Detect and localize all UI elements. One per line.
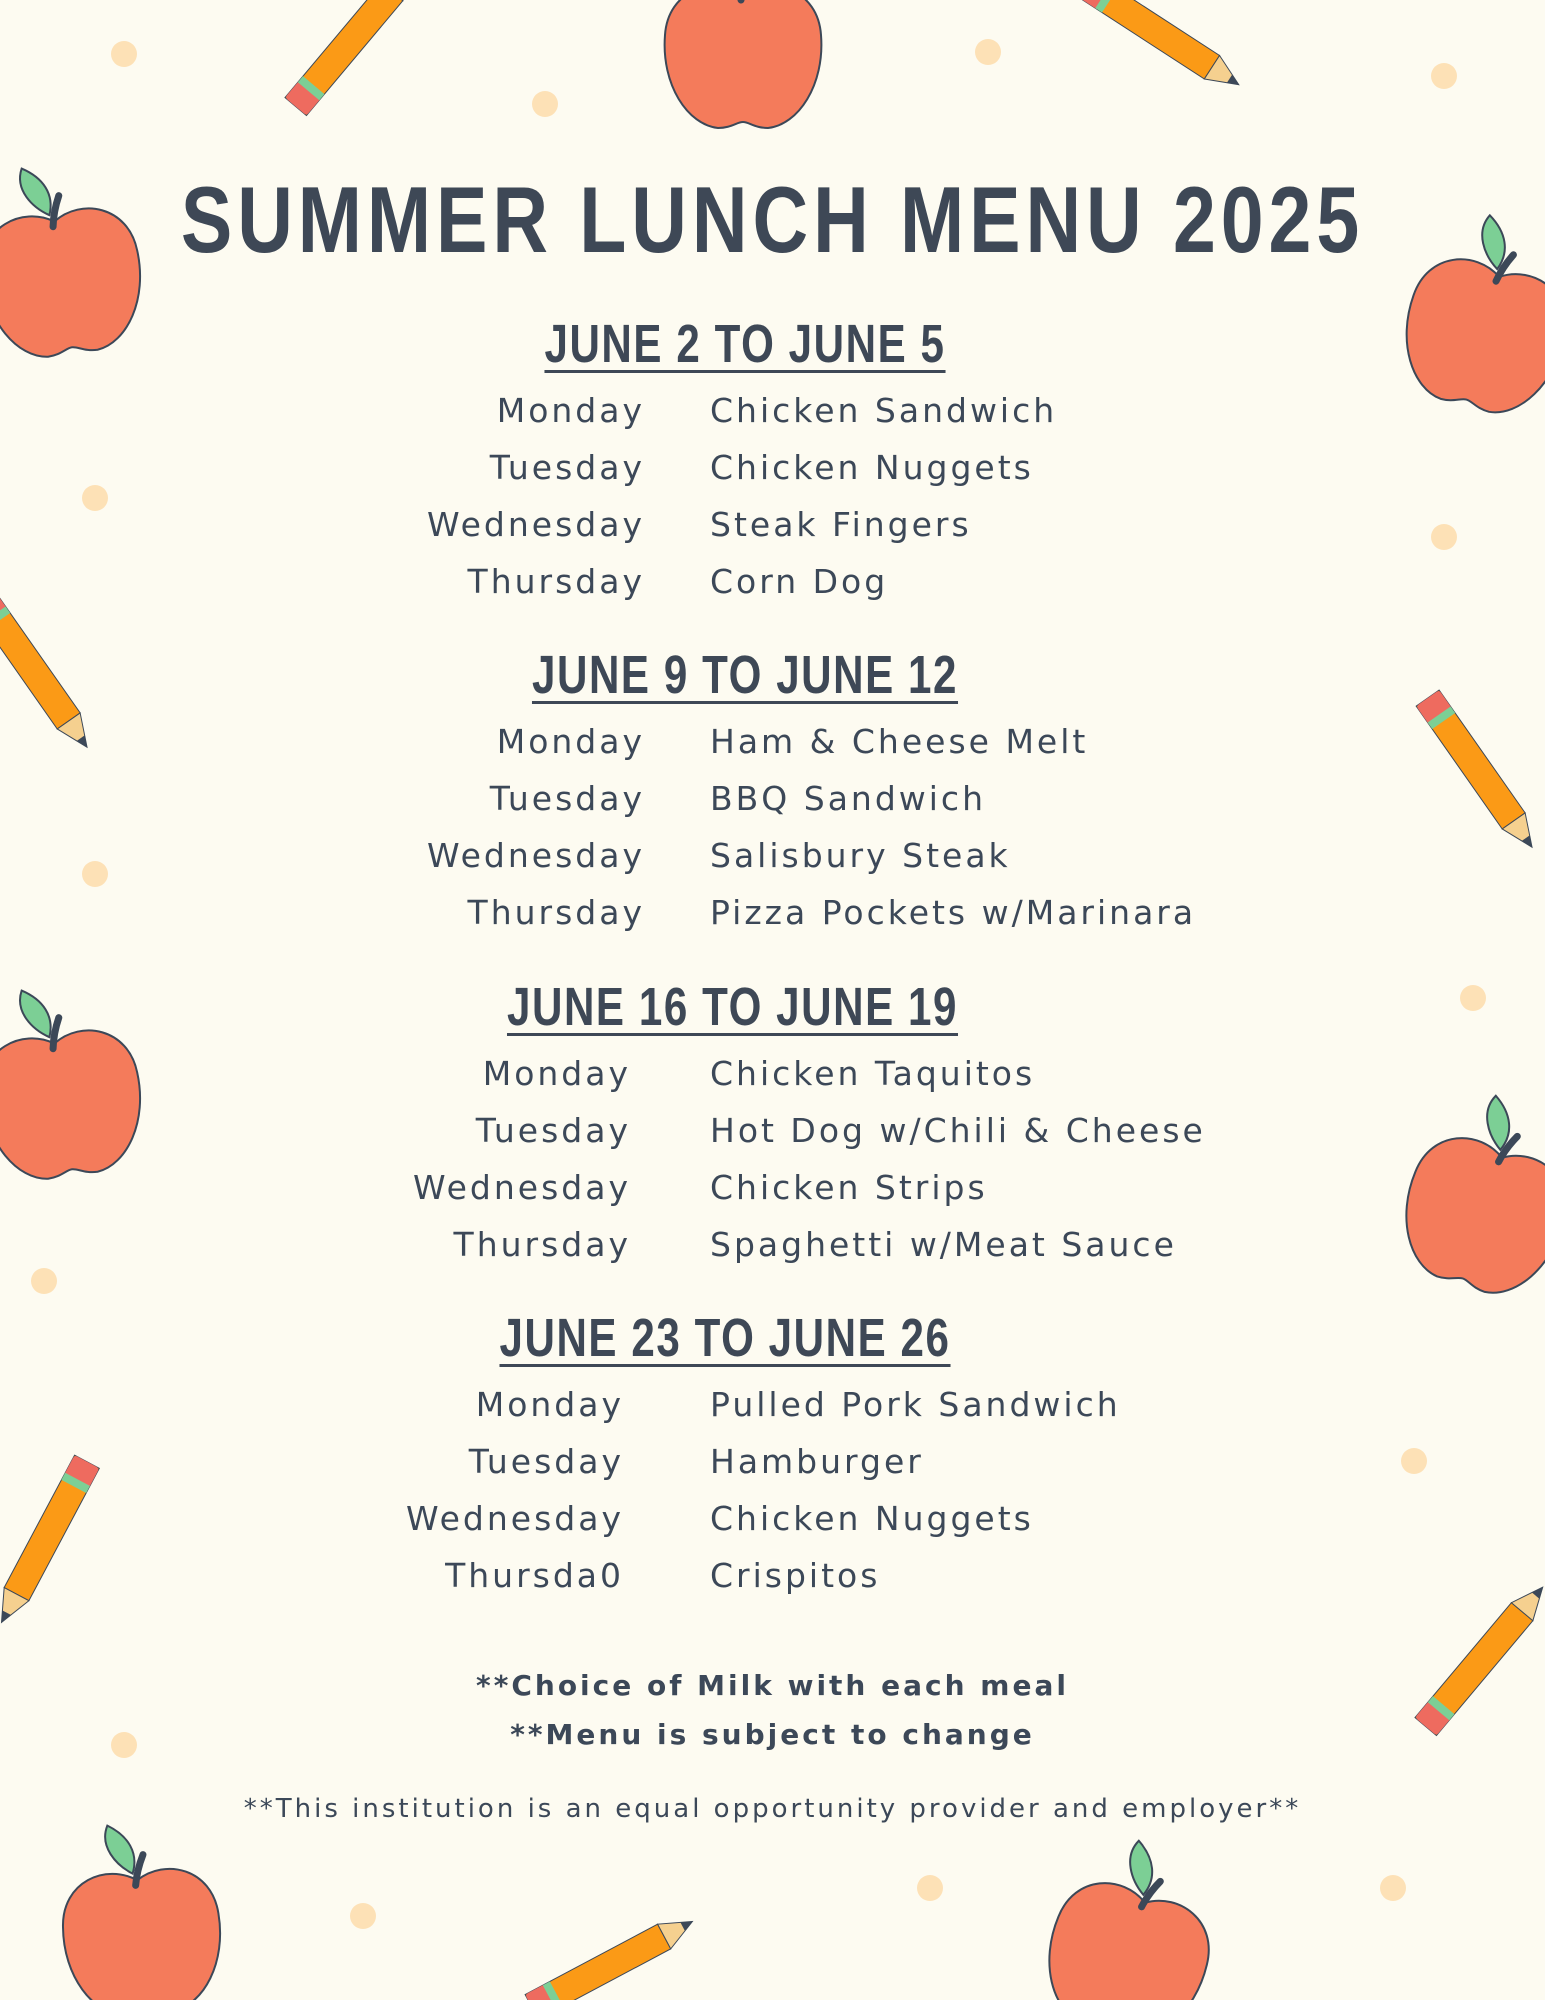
day-label: Thursday: [453, 1225, 631, 1264]
equal-opportunity-statement: **This institution is an equal opportunity provider and employer**: [243, 1794, 1302, 1824]
page-title: SUMMER LUNCH MENU 2025: [180, 167, 1365, 272]
meal-label: Pizza Pockets w/Marinara: [710, 893, 1197, 932]
day-label: Wednesday: [426, 836, 645, 875]
day-label: Tuesday: [489, 448, 645, 487]
day-label: Monday: [482, 1054, 631, 1093]
meal-label: Crispitos: [710, 1556, 881, 1595]
apple-icon: [665, 0, 822, 128]
menu-row: [0, 560, 1545, 616]
menu-change-note: **Menu is subject to change: [510, 1718, 1035, 1751]
day-label: Wednesday: [405, 1499, 624, 1538]
apple-icon: [0, 154, 150, 364]
day-label: Monday: [496, 722, 645, 761]
meal-label: Hot Dog w/Chili & Cheese: [710, 1111, 1206, 1150]
week-heading: JUNE 9 TO JUNE 12: [531, 645, 959, 705]
menu-row: [0, 1166, 1545, 1222]
menu-row: [0, 777, 1545, 833]
week-heading: JUNE 2 TO JUNE 5: [544, 314, 946, 374]
menu-row: [0, 503, 1545, 559]
meal-label: Chicken Nuggets: [710, 1499, 1034, 1538]
day-label: Tuesday: [468, 1442, 624, 1481]
menu-row: [0, 389, 1545, 445]
menu-row: [0, 720, 1545, 776]
pencil-icon: [1079, 0, 1247, 96]
apple-icon: [54, 1817, 227, 2000]
day-label: Thursday: [467, 893, 645, 932]
meal-label: Hamburger: [710, 1442, 924, 1481]
meal-label: Spaghetti w/Meat Sauce: [710, 1225, 1177, 1264]
day-label: Wednesday: [412, 1168, 631, 1207]
apple-icon: [1029, 1824, 1237, 2000]
milk-note: **Choice of Milk with each meal: [476, 1669, 1069, 1702]
menu-row: [0, 1223, 1545, 1279]
meal-label: Chicken Nuggets: [710, 448, 1034, 487]
pencil-icon: [285, 0, 423, 116]
week-heading: JUNE 16 TO JUNE 19: [506, 977, 959, 1037]
menu-row: [0, 1554, 1545, 1610]
meal-label: Chicken Strips: [710, 1168, 988, 1207]
meal-label: Chicken Sandwich: [710, 391, 1058, 430]
meal-label: Salisbury Steak: [710, 836, 1011, 875]
menu-row: [0, 1052, 1545, 1108]
menu-row: [0, 1109, 1545, 1165]
menu-row: [0, 1497, 1545, 1553]
menu-row: [0, 1383, 1545, 1439]
meal-label: Corn Dog: [710, 562, 889, 601]
day-label: Thursda0: [445, 1556, 624, 1595]
pencil-icon: [525, 1909, 699, 2000]
menu-row: [0, 891, 1545, 947]
menu-row: [0, 834, 1545, 890]
day-label: Tuesday: [475, 1111, 631, 1150]
day-label: Monday: [475, 1385, 624, 1424]
day-label: Thursday: [467, 562, 645, 601]
meal-label: Chicken Taquitos: [710, 1054, 1036, 1093]
meal-label: Steak Fingers: [710, 505, 972, 544]
menu-row: [0, 1440, 1545, 1496]
week-heading: JUNE 23 TO JUNE 26: [499, 1308, 951, 1368]
day-label: Monday: [496, 391, 645, 430]
menu-row: [0, 446, 1545, 502]
day-label: Tuesday: [489, 779, 645, 818]
meal-label: Pulled Pork Sandwich: [710, 1385, 1121, 1424]
day-label: Wednesday: [426, 505, 645, 544]
meal-label: BBQ Sandwich: [710, 779, 986, 818]
meal-label: Ham & Cheese Melt: [710, 722, 1089, 761]
